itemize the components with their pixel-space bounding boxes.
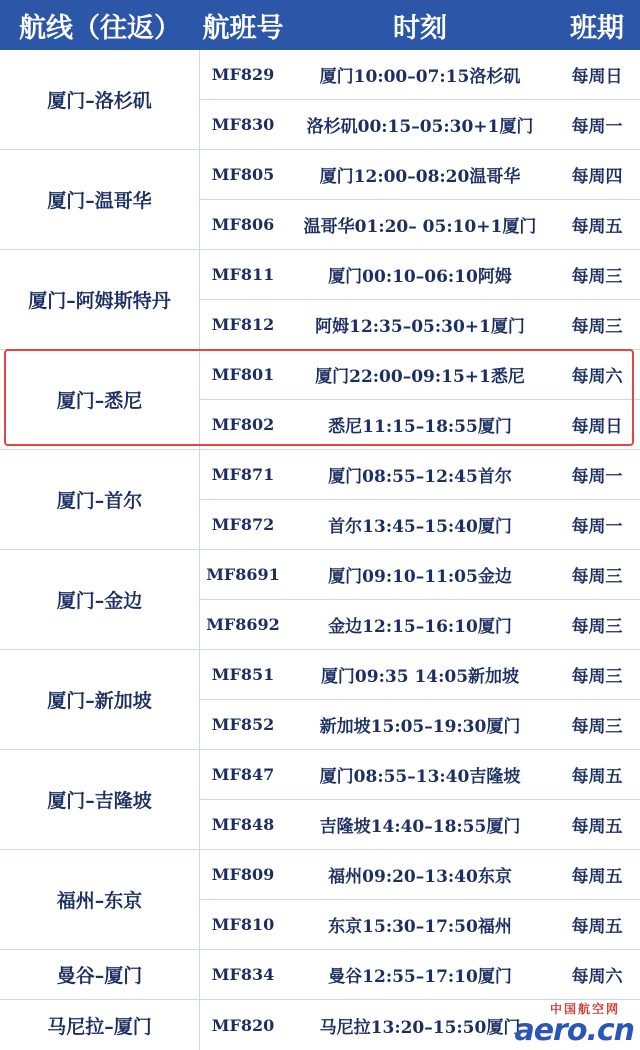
- flight-number: MF805: [211, 165, 275, 184]
- route-group: [0, 550, 640, 650]
- header-flight-number: 航班号: [202, 12, 284, 44]
- flight-number: MF810: [211, 915, 275, 934]
- flight-time: 马尼拉13:20–15:50厦门: [319, 1017, 521, 1038]
- flight-time: 厦门08:55–12:45首尔: [328, 467, 512, 487]
- flight-number: MF812: [211, 315, 275, 334]
- flight-days: 每周六: [571, 967, 623, 987]
- flight-number: MF820: [211, 1015, 275, 1035]
- flight-time: 厦门09:10–11:05金边: [328, 567, 512, 587]
- watermark-brand-text: aero.cn: [514, 1013, 634, 1048]
- table-row: [200, 450, 640, 499]
- flight-number: MF8691: [206, 565, 280, 584]
- route-name: 厦门–悉尼: [0, 350, 200, 449]
- route-name: 厦门–新加坡: [0, 650, 200, 749]
- route-flights: [200, 450, 640, 549]
- flight-time: 东京15:30–17:50福州: [328, 917, 512, 937]
- route-group: [0, 250, 640, 350]
- route-name: 曼谷–厦门: [0, 950, 200, 999]
- route-group: [0, 50, 640, 150]
- flight-time: 厦门12:00–08:20温哥华: [319, 167, 521, 187]
- table-row: [200, 799, 640, 849]
- table-row: [200, 750, 640, 799]
- table-row: [200, 899, 640, 949]
- header-route: 航线（往返）: [19, 12, 181, 44]
- flight-days: 每周三: [571, 267, 623, 287]
- table-row: [200, 350, 640, 399]
- route-name: 厦门–温哥华: [0, 150, 200, 249]
- flight-number: MF801: [211, 365, 275, 384]
- flight-number: MF852: [211, 715, 275, 734]
- route-group: [0, 750, 640, 850]
- route-name: 马尼拉–厦门: [0, 1000, 200, 1050]
- flight-days: 每周五: [571, 867, 623, 887]
- route-group: [0, 850, 640, 950]
- flight-time: 首尔13:45–15:40厦门: [328, 517, 512, 537]
- table-row: [200, 950, 640, 999]
- flight-time: 曼谷12:55–17:10厦门: [328, 967, 512, 987]
- flight-time: 福州09:20–13:40东京: [328, 867, 512, 887]
- flight-number: MF851: [211, 665, 275, 684]
- flight-number: MF848: [211, 815, 275, 834]
- flight-days: 每周一: [571, 467, 623, 487]
- flight-number: MF811: [211, 265, 275, 284]
- route-flights: [200, 350, 640, 449]
- flight-days: 每周三: [571, 617, 623, 637]
- route-flights: [200, 150, 640, 249]
- flight-days: 每周五: [571, 817, 623, 837]
- table-row: [200, 599, 640, 649]
- route-group-highlighted: [0, 350, 640, 450]
- flight-number: MF806: [211, 215, 275, 234]
- flight-days: 每周四: [571, 167, 623, 187]
- table-row: [200, 299, 640, 349]
- route-name: 厦门–金边: [0, 550, 200, 649]
- flight-number: MF8692: [206, 615, 280, 634]
- flight-days: 每周三: [571, 717, 623, 737]
- table-row: [200, 550, 640, 599]
- flight-time: 厦门22:00–09:15+1悉尼: [315, 367, 525, 387]
- flight-time: 温哥华01:20– 05:10+1厦门: [303, 217, 537, 237]
- flight-number: MF830: [211, 115, 275, 134]
- route-name: 厦门–阿姆斯特丹: [0, 250, 200, 349]
- flight-days: 每周三: [571, 317, 623, 337]
- header-time: 时刻: [393, 12, 447, 44]
- watermark-chinese-text: 中国航空网: [549, 1002, 620, 1016]
- route-flights: [200, 50, 640, 149]
- table-row: [200, 150, 640, 199]
- route-name: 厦门–吉隆坡: [0, 750, 200, 849]
- table-row: [200, 650, 640, 699]
- flight-number: MF872: [211, 515, 275, 534]
- flight-days: 每周五: [571, 767, 623, 787]
- route-name: 福州–东京: [0, 850, 200, 949]
- flight-number: MF829: [211, 65, 275, 84]
- route-group: [0, 950, 640, 1000]
- route-group: [0, 150, 640, 250]
- flight-days: 每周一: [571, 117, 623, 137]
- route-name: 厦门–洛杉矶: [0, 50, 200, 149]
- route-flights: [200, 1000, 640, 1050]
- flight-days: 每周五: [571, 217, 623, 237]
- flight-time: 厦门10:00–07:15洛杉矶: [319, 67, 521, 87]
- route-flights: [200, 550, 640, 649]
- table-row: [200, 499, 640, 549]
- flight-days: 每周一: [571, 517, 623, 537]
- flight-number: MF871: [211, 465, 275, 484]
- flight-days: 每周日: [571, 67, 623, 87]
- route-group: [0, 1000, 640, 1050]
- table-row: [200, 850, 640, 899]
- flight-time: 厦门09:35 14:05新加坡: [320, 667, 520, 687]
- flight-time: 新加坡15:05–19:30厦门: [319, 717, 521, 737]
- header-schedule-days: 班期: [570, 12, 624, 44]
- table-row: [200, 50, 640, 99]
- flight-days: 每周三: [571, 567, 623, 587]
- flight-time: 悉尼11:15–18:55厦门: [328, 417, 512, 437]
- flight-days: 每周五: [571, 917, 623, 937]
- table-header: [0, 0, 640, 50]
- route-flights: [200, 750, 640, 849]
- route-flights: [200, 250, 640, 349]
- table-row: [200, 699, 640, 749]
- flight-time: 阿姆12:35–05:30+1厦门: [315, 317, 525, 337]
- table-row: [200, 99, 640, 149]
- flight-time: 厦门08:55–13:40吉隆坡: [319, 767, 521, 787]
- flight-schedule-table: [0, 50, 640, 1050]
- route-flights: [200, 650, 640, 749]
- route-name: 厦门–首尔: [0, 450, 200, 549]
- flight-days: 每周六: [571, 367, 623, 387]
- flight-days: 每周日: [571, 417, 623, 437]
- flight-number: MF847: [211, 765, 275, 784]
- flight-time: 吉隆坡14:40–18:55厦门: [319, 817, 521, 837]
- flight-time: 洛杉矶00:15–05:30+1厦门: [306, 117, 534, 137]
- flight-number: MF809: [211, 865, 275, 884]
- flight-number: MF802: [211, 415, 275, 434]
- table-row: [200, 250, 640, 299]
- route-flights: [200, 850, 640, 949]
- table-row: [200, 399, 640, 449]
- flight-number: MF834: [211, 965, 275, 984]
- table-row: [200, 199, 640, 249]
- flight-time: 金边12:15–16:10厦门: [328, 617, 512, 637]
- flight-days: 每周三: [571, 667, 623, 687]
- flight-time: 厦门00:10–06:10阿姆: [328, 267, 512, 287]
- route-group: [0, 650, 640, 750]
- route-flights: [200, 950, 640, 999]
- route-group: [0, 450, 640, 550]
- table-row: [200, 1000, 640, 1050]
